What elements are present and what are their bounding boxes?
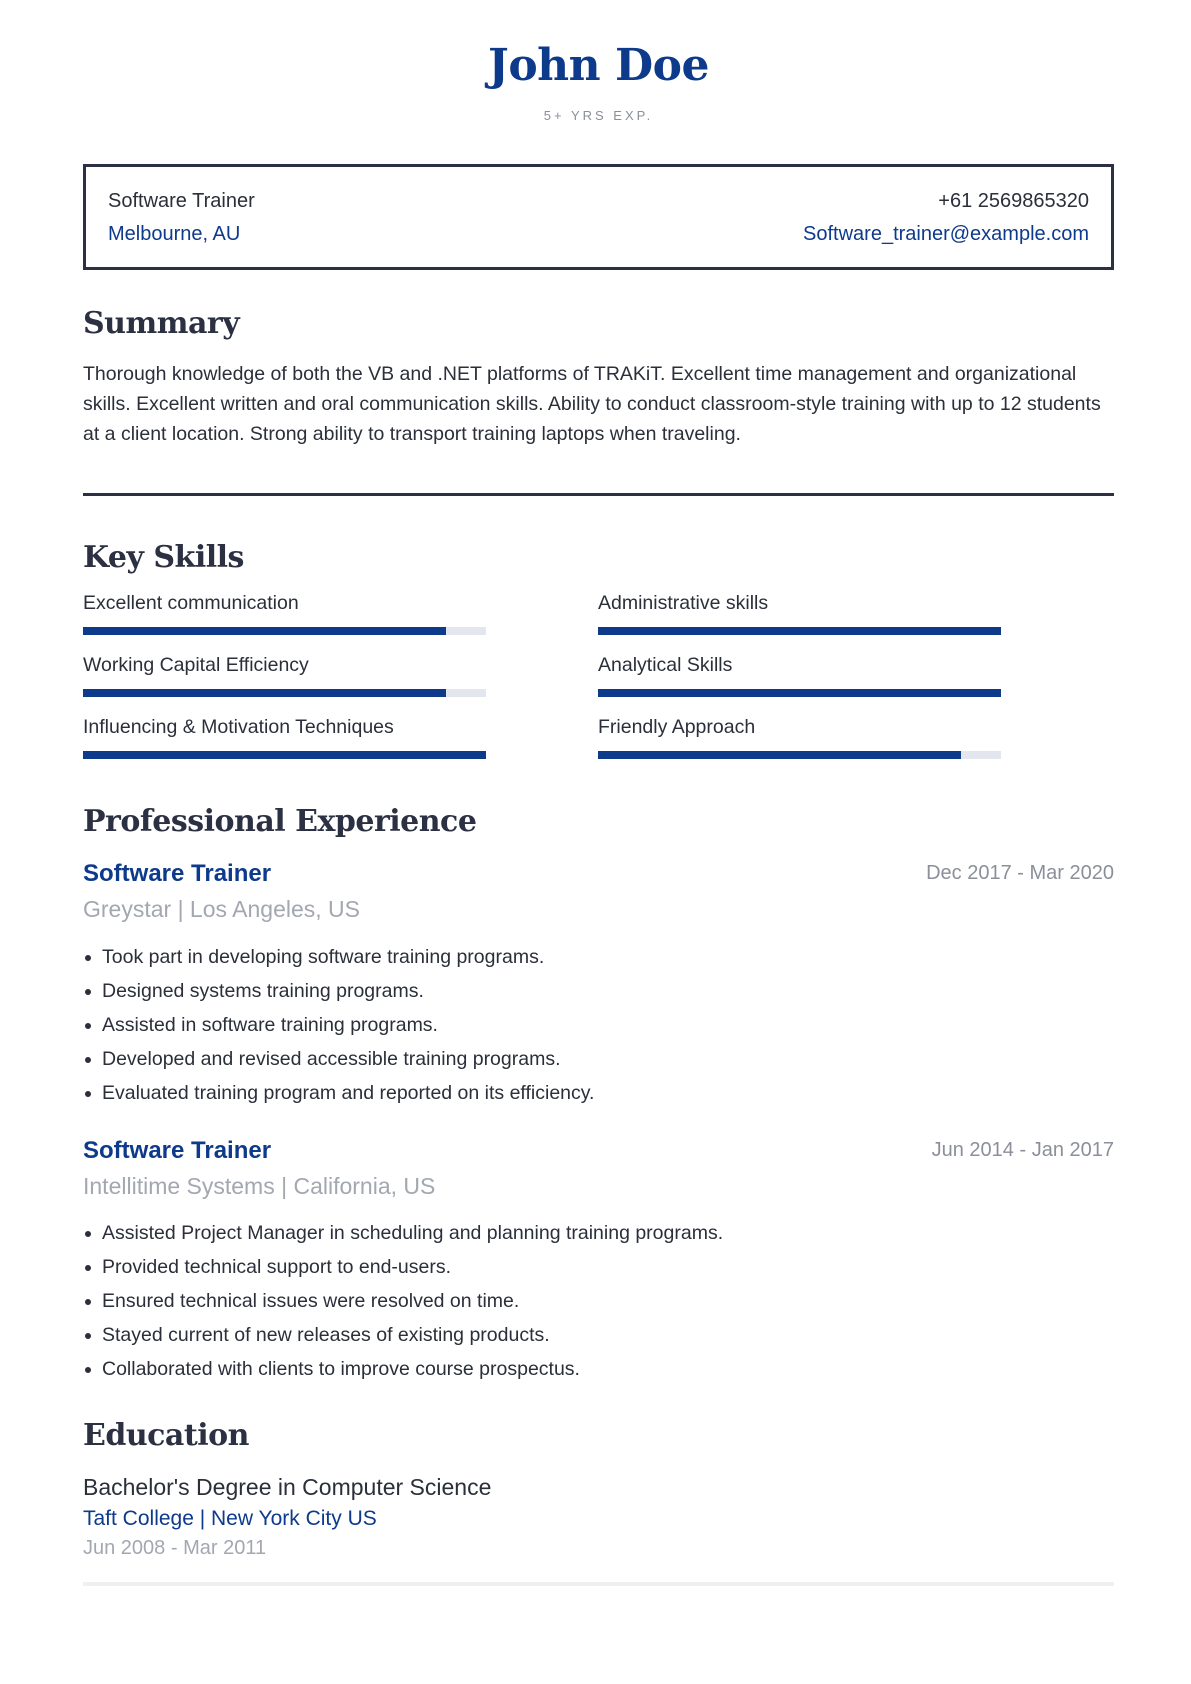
job-bullet: Provided technical support to end-users. [83,1250,723,1284]
job-bullet: Assisted Project Manager in scheduling and planning training programs. [83,1216,723,1250]
experience-heading: Professional Experience [83,804,477,839]
skill-name: Administrative skills [598,592,769,614]
section-divider [83,493,1114,496]
contact-job-title: Software Trainer [108,190,255,212]
skill-item [83,592,486,635]
skill-bar [83,751,486,759]
skill-name: Excellent communication [83,592,299,614]
skill-name: Analytical Skills [598,654,733,676]
summary-text: Thorough knowledge of both the VB and .NET platforms of TRAKiT. Excellent time management and organizational skills. Excellent written and oral communication skills. Ability to conduct classroom-style training with up to 12 students at a client location. Strong ability to transport training laptops when traveling. [83,363,1101,445]
skill-bar-fill [83,627,446,635]
job-date: Dec 2017 - Mar 2020 [926,862,1114,884]
job-bullet: Stayed current of new releases of existing products. [83,1318,723,1352]
contact-phone: +61 2569865320 [938,190,1089,212]
summary-heading: Summary [83,306,240,341]
education-date: Jun 2008 - Mar 2011 [83,1537,267,1559]
job-bullet: Designed systems training programs. [83,974,594,1008]
skill-name: Friendly Approach [598,716,756,738]
job-company: Greystar | Los Angeles, US [83,896,360,922]
skill-name: Influencing & Motivation Techniques [83,716,394,738]
job-bullet: Ensured technical issues were resolved on time. [83,1284,723,1318]
job-bullets [83,940,594,1110]
skill-name: Working Capital Efficiency [83,654,309,676]
skill-bar-fill [598,627,1001,635]
education-heading: Education [83,1418,249,1453]
contact-location: Melbourne, AU [108,223,241,245]
key-skills-heading: Key Skills [83,540,244,575]
contact-box [83,164,1114,270]
job-date: Jun 2014 - Jan 2017 [931,1139,1114,1161]
skill-bar-fill [83,751,486,759]
skill-bar-fill [598,751,961,759]
skill-bar-fill [598,689,1001,697]
bottom-rule [83,1582,1114,1586]
skill-bar [83,689,486,697]
job-company: Intellitime Systems | California, US [83,1173,436,1199]
skill-item [83,654,486,697]
job-title: Software Trainer [83,860,272,887]
skill-item [598,592,1001,635]
experience-years: 5+ YRS EXP. [543,108,654,123]
job-title: Software Trainer [83,1137,272,1164]
skill-bar [598,751,1001,759]
education-degree: Bachelor's Degree in Computer Science [83,1474,492,1500]
candidate-name: John Doe [488,40,709,91]
skill-item [598,716,1001,759]
skill-item [598,654,1001,697]
job-bullet: Evaluated training program and reported on its efficiency. [83,1076,594,1110]
contact-email-link[interactable]: Software_trainer@example.com [803,223,1089,245]
skill-bar [83,627,486,635]
education-school: Taft College | New York City US [83,1507,377,1530]
job-bullets [83,1216,723,1386]
job-bullet: Assisted in software training programs. [83,1008,594,1042]
skill-item [83,716,486,759]
skill-bar [598,689,1001,697]
job-bullet: Developed and revised accessible training programs. [83,1042,594,1076]
skill-bar [598,627,1001,635]
job-bullet: Collaborated with clients to improve course prospectus. [83,1352,723,1386]
job-bullet: Took part in developing software training programs. [83,940,594,974]
skill-bar-fill [83,689,446,697]
